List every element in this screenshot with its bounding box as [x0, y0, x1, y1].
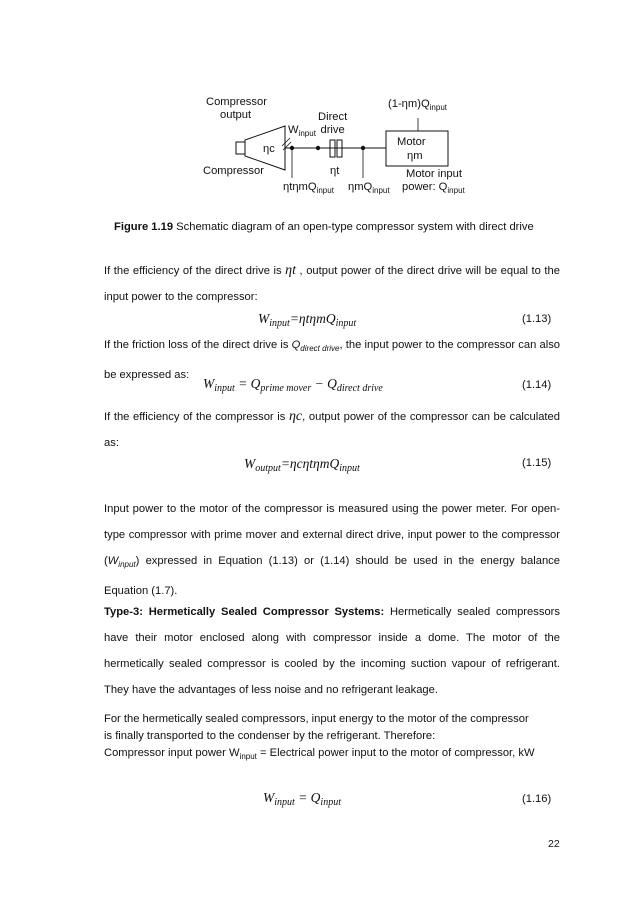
p2-symbol: [292, 339, 340, 351]
w-input-arrow: [283, 142, 291, 150]
w-input-sub: input: [298, 129, 316, 138]
e115-rhs-sub: input: [339, 463, 360, 474]
motor-loss-label: [388, 98, 447, 114]
p6-line-3: [104, 746, 535, 764]
motor-input-line1: Motor input: [406, 168, 462, 180]
paragraph-drive-efficiency: [104, 258, 560, 310]
p4-symbol-sub: input: [118, 560, 136, 569]
compressor-label: Compressor: [203, 165, 264, 177]
e116-rhs-sub: input: [320, 797, 341, 808]
e113-rhs: =ηtηmQ: [289, 311, 336, 326]
e116-rhs: = Q: [294, 790, 321, 805]
equation-number-1-16: (1.16): [522, 793, 552, 805]
e114-minus: − Q: [311, 376, 337, 391]
eta-m-q-input-label: [348, 181, 390, 197]
motor-loss-main: (1-ηm)Q: [388, 98, 430, 110]
paragraph-type-3: [104, 599, 560, 703]
eta-t-eta-m-q-main: ηtηmQ: [283, 181, 317, 193]
eta-c-label: ηc: [263, 143, 275, 155]
e113-w: W: [258, 311, 270, 326]
motor-input-sub: input: [447, 186, 465, 195]
p4-text-a: Input power to the motor of the compressor is measured using the power meter. For open-type compressor with prime mover and external direct drive, input power to the compressor (: [104, 503, 560, 567]
direct-drive-line2: drive: [320, 124, 345, 136]
paragraph-motor-input: [104, 496, 560, 604]
p1-symbol: ηt: [285, 263, 296, 278]
compressor-output-line2: output: [220, 109, 252, 121]
motor-eta-m-label: ηm: [407, 150, 423, 162]
p6-line-3-b: = Electrical power input to the motor of compressor, kW: [256, 747, 535, 759]
equation-1-13: [258, 311, 356, 329]
eta-t-label: ηt: [330, 165, 340, 177]
e114-w: W: [203, 376, 215, 391]
figure-caption: [114, 220, 534, 234]
equation-number-1-15: (1.15): [522, 457, 552, 469]
schematic-diagram: [0, 0, 638, 210]
type-3-text: Hermetically sealed compressors have their motor enclosed along with compressor inside a dome. The motor of the hermetically sealed compressor is cooled by the incoming suction vapour of refrigerant. They have the advantages of less noise and no refrigerant leakage.: [104, 606, 560, 696]
p4-symbol-main: W: [107, 555, 119, 567]
compressor-output-port: [236, 142, 245, 154]
e113-w-sub: input: [269, 318, 290, 329]
p6-line-3-sub: input: [239, 752, 257, 761]
p2-text-a: If the friction loss of the direct drive is: [104, 339, 292, 351]
direct-drive-label: [318, 111, 347, 137]
e116-w: W: [263, 790, 275, 805]
eta-m-q-main: ηmQ: [348, 181, 373, 193]
compressor-output-line1: Compressor: [206, 96, 267, 108]
p3-text-a: If the efficiency of the compressor is: [104, 411, 289, 423]
e113-rhs-sub: input: [335, 318, 357, 329]
w-input-label: [288, 124, 316, 140]
e114-mid-sub: prime mover: [260, 383, 312, 394]
eta-t-eta-m-q-sub: input: [316, 186, 334, 195]
e115-w: W: [244, 456, 256, 471]
p6-line-2: is finally transported to the condenser by the refrigerant. Therefore:: [104, 730, 436, 742]
e115-w-sub: output: [255, 463, 281, 474]
p1-text-a: If the efficiency of the direct drive is: [104, 265, 286, 277]
page-number: 22: [548, 838, 560, 850]
e114-minus-sub: direct drive: [336, 383, 383, 394]
direct-drive-line1: Direct: [318, 111, 348, 123]
motor-input-line2: power: Q: [402, 181, 448, 193]
p3-symbol: ηc: [288, 409, 303, 424]
eta-m-q-sub: input: [372, 186, 390, 195]
p4-text-b: ) expressed in Equation (1.13) or (1.14) should be used in the energy balance Equation (1.7).: [104, 555, 560, 597]
equation-number-1-13: (1.13): [522, 313, 552, 325]
e116-w-sub: input: [274, 797, 295, 808]
e114-w-sub: input: [214, 383, 235, 394]
equation-1-16: [263, 790, 341, 808]
equation-number-1-14: (1.14): [522, 379, 552, 391]
p6-line-1: For the hermetically sealed compressors, input energy to the motor of the compressor: [104, 713, 529, 725]
motor-label: Motor: [397, 136, 426, 148]
p2-symbol-sub: direct drive: [300, 344, 340, 353]
motor-input-label: [402, 168, 465, 197]
motor-loss-sub: input: [429, 103, 448, 112]
p1-text-b: , output power of the direct drive will be equal to the input power to the compressor:: [104, 265, 560, 303]
type-3-heading: Type-3: Hermetically Sealed Compressor Systems:: [104, 606, 385, 618]
figure-label: Figure 1.19: [114, 221, 174, 233]
p2-symbol-main: Q: [291, 339, 301, 351]
p6-line-3-a: Compressor input power W: [104, 747, 240, 759]
p3-text-b: , output power of the compressor can be calculated as:: [104, 411, 560, 449]
compressor-output-label: [206, 96, 267, 122]
figure-caption-text: Schematic diagram of an open-type compressor system with direct drive: [173, 221, 534, 233]
e114-mid: = Q: [234, 376, 261, 391]
node-dot: [361, 146, 365, 150]
w-input-main: W: [288, 124, 299, 136]
p4-symbol: [108, 555, 136, 567]
equation-1-14: [203, 376, 383, 394]
e115-rhs: =ηcηtηmQ: [280, 456, 340, 471]
paragraph-compressor-efficiency: [104, 404, 560, 456]
equation-1-15: [244, 456, 360, 474]
node-dot: [290, 146, 294, 150]
p2-text-b: , the input power to the compressor can also be expressed as:: [104, 339, 561, 381]
eta-t-eta-m-q-input-label: [283, 181, 334, 197]
node-dot: [316, 146, 320, 150]
